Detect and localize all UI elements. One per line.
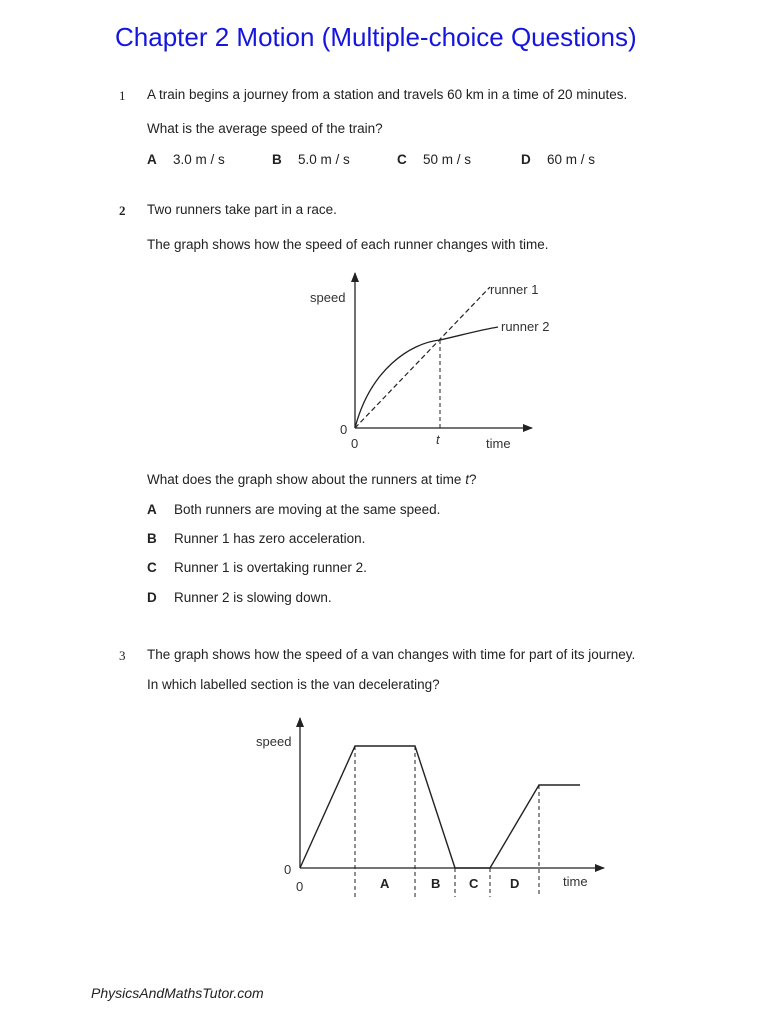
q3-section-a-label: A — [380, 876, 390, 891]
q1-text: A train begins a journey from a station and travels 60 km in a time of 20 minutes. — [147, 87, 628, 102]
q2-option-c-letter: C — [147, 560, 157, 575]
q3-origin-y-label: 0 — [284, 862, 292, 877]
q2-option-d-letter: D — [147, 590, 157, 605]
q2-origin-x-label: 0 — [351, 436, 359, 451]
q1-option-a-letter: A — [147, 152, 157, 167]
footer-source: PhysicsAndMathsTutor.com — [91, 985, 264, 1001]
q2-option-a-letter: A — [147, 502, 157, 517]
q2-option-a-text: Both runners are moving at the same speed. — [174, 502, 441, 517]
q1-option-b-text: 5.0 m / s — [298, 152, 350, 167]
q2-x-axis-label: time — [486, 436, 511, 451]
q3-section-d-label: D — [510, 876, 520, 891]
q3-y-axis-label: speed — [256, 734, 292, 749]
q2-option-d-text: Runner 2 is slowing down. — [174, 590, 332, 605]
q1-option-c-text: 50 m / s — [423, 152, 472, 167]
q1-number: 1 — [119, 88, 126, 103]
q2-y-axis-label: speed — [310, 290, 346, 305]
q3-x-axis-label: time — [563, 874, 588, 889]
q1-option-c-letter: C — [397, 152, 407, 167]
q2-question-post: ? — [468, 472, 477, 487]
q2-question-pre: What does the graph show about the runners at time — [147, 472, 466, 487]
q3-question: In which labelled section is the van decelerating? — [147, 677, 440, 692]
q2-number: 2 — [119, 203, 126, 218]
q1-option-d-text: 60 m / s — [547, 152, 596, 167]
q2-t-label: t — [436, 432, 440, 447]
q2-runner-1-label: runner 1 — [490, 282, 539, 297]
q2-runner-2-label: runner 2 — [501, 319, 550, 334]
q2-runner-1-line — [355, 287, 490, 428]
q3-number: 3 — [119, 648, 126, 663]
q2-option-b-text: Runner 1 has zero acceleration. — [174, 531, 366, 546]
q2-origin-y-label: 0 — [340, 422, 348, 437]
q1-option-a-text: 3.0 m / s — [173, 152, 225, 167]
q2-text: Two runners take part in a race. — [147, 202, 337, 217]
q2-runner-2-curve — [355, 327, 498, 428]
q2-option-c-text: Runner 1 is overtaking runner 2. — [174, 560, 367, 575]
q2-option-b-letter: B — [147, 531, 157, 546]
q2-text-2: The graph shows how the speed of each runner changes with time. — [147, 237, 549, 252]
q3-speed-time-graph — [256, 718, 604, 897]
q2-question-var: t — [465, 472, 469, 487]
q1-option-b-letter: B — [272, 152, 282, 167]
q1-question: What is the average speed of the train? — [147, 121, 383, 136]
q2-speed-time-graph — [310, 273, 549, 451]
q3-origin-x-label: 0 — [296, 879, 304, 894]
q3-section-b-label: B — [431, 876, 441, 891]
q3-text: The graph shows how the speed of a van changes with time for part of its journey. — [147, 647, 636, 662]
page-title: Chapter 2 Motion (Multiple-choice Questions) — [115, 22, 637, 52]
q1-option-d-letter: D — [521, 152, 531, 167]
q3-speed-line — [300, 746, 580, 868]
q3-section-c-label: C — [469, 876, 479, 891]
